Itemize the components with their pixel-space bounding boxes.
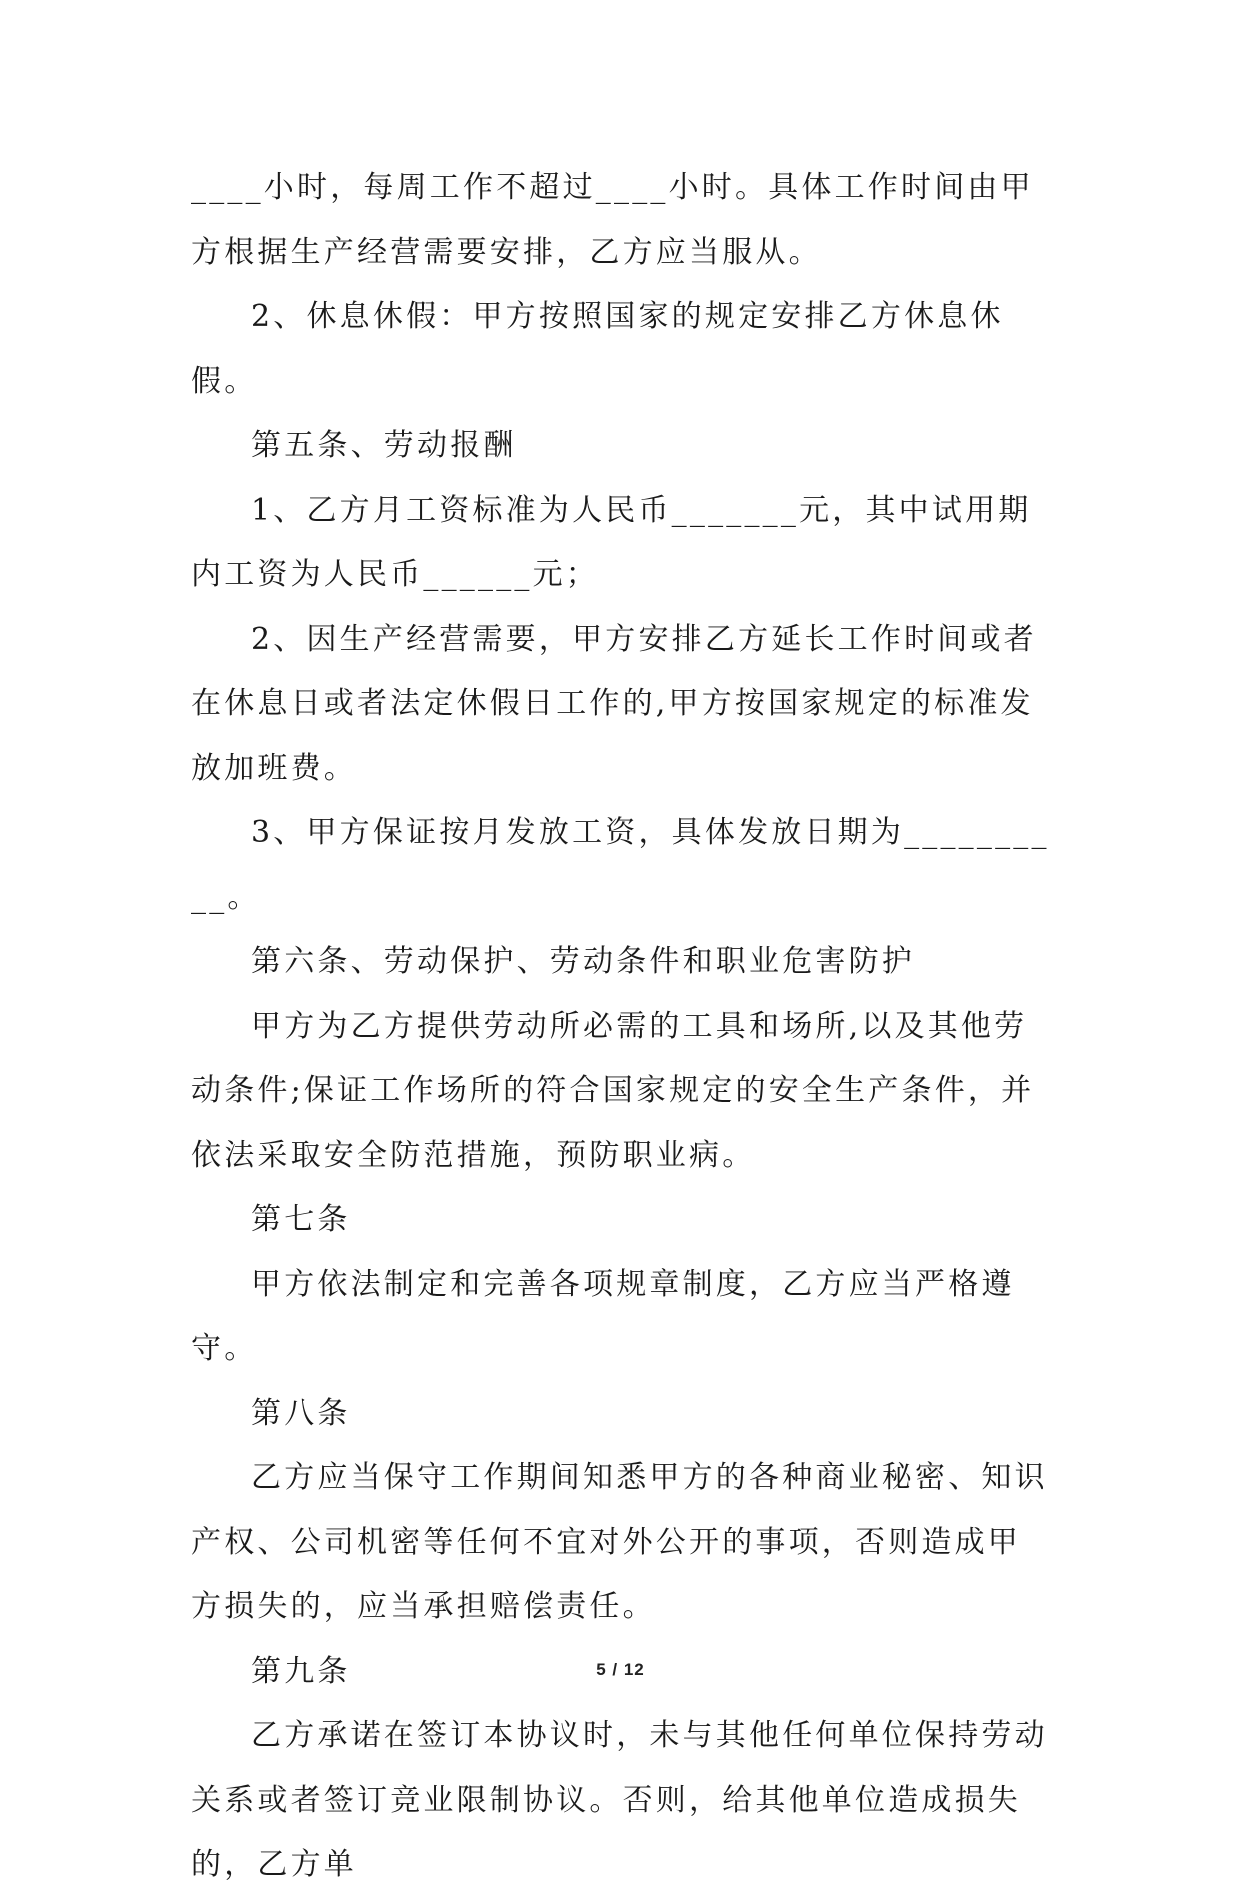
paragraph-monthly-salary: 1、乙方月工资标准为人民币_______元，其中试用期内工资为人民币______元； (191, 492, 1032, 592)
heading-article-6: 第六条、劳动保护、劳动条件和职业危害防护 (251, 944, 915, 979)
paragraph-no-other-employment: 乙方承诺在签订本协议时，未与其他任何单位保持劳动关系或者签订竞业限制协议。否则，给其他单位造成损失的，乙方单 (191, 1718, 1048, 1882)
heading-article-9: 第九条 (251, 1653, 351, 1689)
paragraph-rest-leave: 2、休息休假：甲方按照国家的规定安排乙方休息休假。 (191, 299, 1004, 399)
paragraph-confidentiality: 乙方应当保守工作期间知悉甲方的各种商业秘密、知识产权、公司机密等任何不宜对外公开的事项，否则造成甲方损失的，应当承担赔偿责任。 (191, 1460, 1048, 1624)
paragraph-labor-protection: 甲方为乙方提供劳动所必需的工具和场所,以及其他劳动条件;保证工作场所的符合国家规定的安全生产条件，并依法采取安全防范措施，预防职业病。 (191, 1008, 1035, 1173)
heading-article-7: 第七条 (251, 1202, 351, 1237)
paragraph-pay-date: 3、甲方保证按月发放工资，具体发放日期为__________。 (191, 815, 1050, 915)
paragraph-overtime-pay: 2、因生产经营需要，甲方安排乙方延长工作时间或者在休息日或者法定休假日工作的,甲方按国家规定的标准发放加班费。 (191, 621, 1037, 786)
paragraph-work-hours: ____小时，每周工作不超过____小时。具体工作时间由甲方根据生产经营需要安排，乙方应当服从。 (191, 170, 1034, 270)
heading-article-8: 第八条 (251, 1395, 351, 1431)
heading-article-5: 第五条、劳动报酬 (251, 428, 517, 463)
paragraph-rules: 甲方依法制定和完善各项规章制度，乙方应当严格遵守。 (191, 1266, 1015, 1366)
document-body (191, 156, 1051, 1898)
page-number: 5 / 12 (596, 1660, 645, 1679)
